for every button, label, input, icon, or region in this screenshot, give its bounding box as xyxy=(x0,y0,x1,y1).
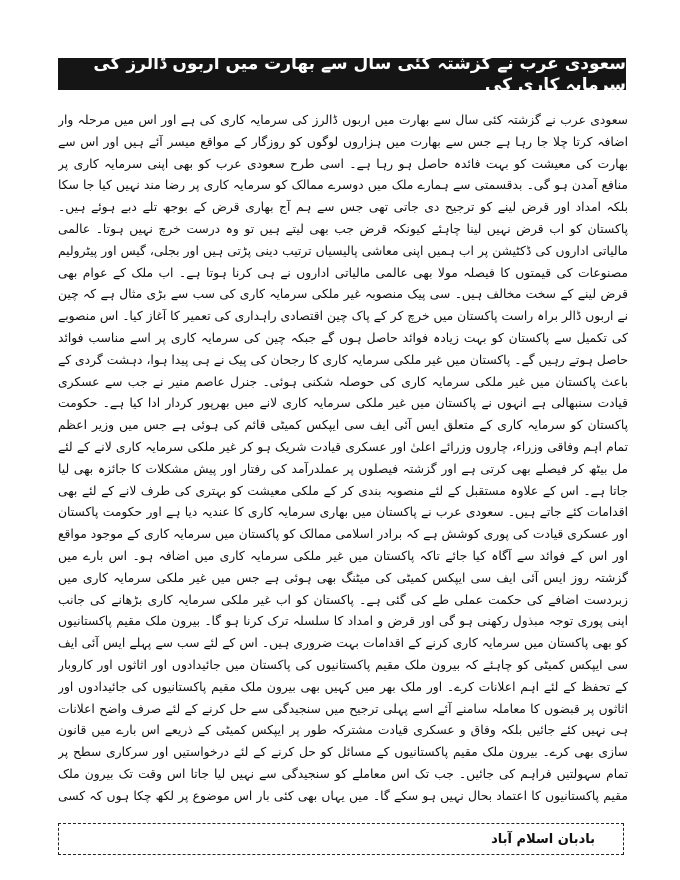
source-note-text: بادبان اسلام آباد xyxy=(491,831,595,847)
source-note-box xyxy=(58,823,624,855)
headline-banner xyxy=(58,54,626,95)
article-body xyxy=(58,110,628,808)
headline-text: سعودی عرب نے گزشتہ کئی سال سے بھارت میں اربوں ڈالرز کی سرمایہ کاری کی xyxy=(93,54,626,95)
article-paragraph: سعودی عرب نے گزشتہ کئی سال سے بھارت میں اربوں ڈالرز کی سرمایہ کاری کی ہے اور اس میں مرحلہ وار اضافہ کرتا چلا جا رہا ہے جس سے بھارت میں ہزاروں لوگوں کو روزگار کے مواقع میسر آئے ہیں اور اس سے بھارت کی معیشت کو بہت فائدہ حاصل ہو رہا ہے۔ اسی طرح سعودی عرب کو بھی اپنی سرمایہ کاری پر منافع آمدن ہو گی۔ بدقسمتی سے ہمارے ملک میں دوسرے ممالک کو سرمایہ کاری پر رضا مند نہیں کیا جا سکا بلکہ امداد اور قرض لینے کو ترجیح دی جاتی تھی جس سے ہم آج بھاری قرض کے بوجھ تلے دبے ہوئے ہیں۔ پاکستان کو اب قرض نہیں لینا چاہئے کیونکہ قرض جب بھی لیتے ہیں تو وہ درست خرچ نہیں ہوتا۔ عالمی مالیاتی اداروں کی ڈکٹیشن پر اب ہمیں اپنی معاشی پالیسیاں ترتیب دینی پڑتی ہیں اور بجلی، گیس اور پیٹرولیم مصنوعات کی قیمتوں کا فیصلہ مولا بھی عالمی مالیاتی اداروں نے ہی کرنا ہوتا ہے۔ اب ملک کے عوام بھی قرض لینے کے سخت مخالف ہیں۔ سی پیک منصوبہ غیر ملکی سرمایہ کاری کی سب سے بڑی مثال ہے کہ چین نے اربوں ڈالر براہ راست پاکستان میں خرچ کر کے پاک چین اقتصادی راہداری کی تعمیر کا آغاز کیا۔ اس منصوبے کی تکمیل سے پاکستان کو بہت زیادہ فوائد حاصل ہوں گے جبکہ چین کی سرمایہ کاری پر اسے مناسب فوائد حاصل ہوتے رہیں گے۔ پاکستان میں غیر ملکی سرمایہ کاری کا رجحان کی پیک نے ہی پیدا ہوا، دہشت گردی کے باعث پاکستان میں غیر ملکی سرمایہ کاری کی حوصلہ شکنی ہوئی۔ جنرل عاصم منیر نے جب سے عسکری قیادت سنبھالی ہے انہوں نے پاکستان میں غیر ملکی سرمایہ کاری لانے میں بھرپور کردار ادا کیا ہے۔ حکومت پاکستان کو سرمایہ کاری کے متعلق ایس آئی ایف سی ایپکس کمیٹی قائم کی ہوئی ہے جس میں وزیر اعظم تمام اہم وفاقی وزراء، چاروں وزرائے اعلیٰ اور عسکری قیادت شریک ہو کر غیر ملکی سرمایہ کاری لانے کے لئے مل بیٹھ کر فیصلے بھی کرتی ہے اور گزشتہ فیصلوں پر عملدرآمد کی رفتار اور پیش مشکلات کا جائزہ بھی لیا جاتا ہے۔ اس کے علاوہ مستقبل کے لئے منصوبہ بندی کر کے ملکی معیشت کو بہتری کی طرف لانے کے لئے بھی اقدامات کئے جاتے ہیں۔ سعودی عرب نے پاکستان میں بھاری سرمایہ کاری کا عندیہ دیا ہے اور حکومت پاکستان اور عسکری قیادت کی پوری کوشش ہے کہ برادر اسلامی ممالک کو پاکستان میں سرمایہ کاری کے موجود مواقع اور اس کے فوائد سے آگاہ کیا جائے تاکہ پاکستان میں غیر ملکی سرمایہ کاری میں اضافہ ہو۔ اس بارے میں گزشتہ روز ایس آئی ایف سی ایپکس کمیٹی کی میٹنگ بھی ہوئی ہے جس میں غیر ملکی سرمایہ کاری میں زبردست اضافے کی حکمت عملی طے کی گئی ہے۔ پاکستان کو اب غیر ملکی سرمایہ کاری بڑھانے کی جانب اپنی پوری توجہ مبذول رکھنی ہو گی اور قرض و امداد کا سلسلہ ترک کرنا ہو گا۔ بیرون ملک مقیم پاکستانیوں کو بھی پاکستان میں سرمایہ کاری کرنے کے اقدامات بہت ضروری ہیں۔ اس کے لئے سب سے پہلے ایس آئی ایف سی ایپکس کمیٹی کو چاہئے کہ بیرون ملک مقیم پاکستانیوں کی پاکستان میں جائیدادوں اور اثاثوں اور کاروبار کے تحفظ کے لئے اہم اعلانات کرے۔ اور ملک بھر میں کہیں بھی بیرون ملک مقیم پاکستانیوں کی جائیدادوں اور اثاثوں پر قبضوں کا معاملہ سامنے آئے اسے پہلی ترجیح میں سنجیدگی سے حل کرنے کے لئے صرف واضح اعلانات ہی نہیں کئے جائیں بلکہ وفاق و عسکری قیادت مشترکہ طور پر ایپکس کمیٹی کے ذریعے اس بارے میں قانون سازی بھی کرے۔ بیرون ملک مقیم پاکستانیوں کے مسائل کو حل کرنے کے لئے درخواستیں اور سرکاری سطح پر تمام سہولتیں فراہم کی جائیں۔ جب تک اس معاملے کو سنجیدگی سے نہیں لیا جاتا اس وقت تک بیرون ملک مقیم پاکستانیوں کا اعتماد بحال نہیں ہو سکے گا۔ میں یہاں بھی کئی بار اس موضوع پر لکھ چکا ہوں کہ کسی xyxy=(58,113,628,803)
